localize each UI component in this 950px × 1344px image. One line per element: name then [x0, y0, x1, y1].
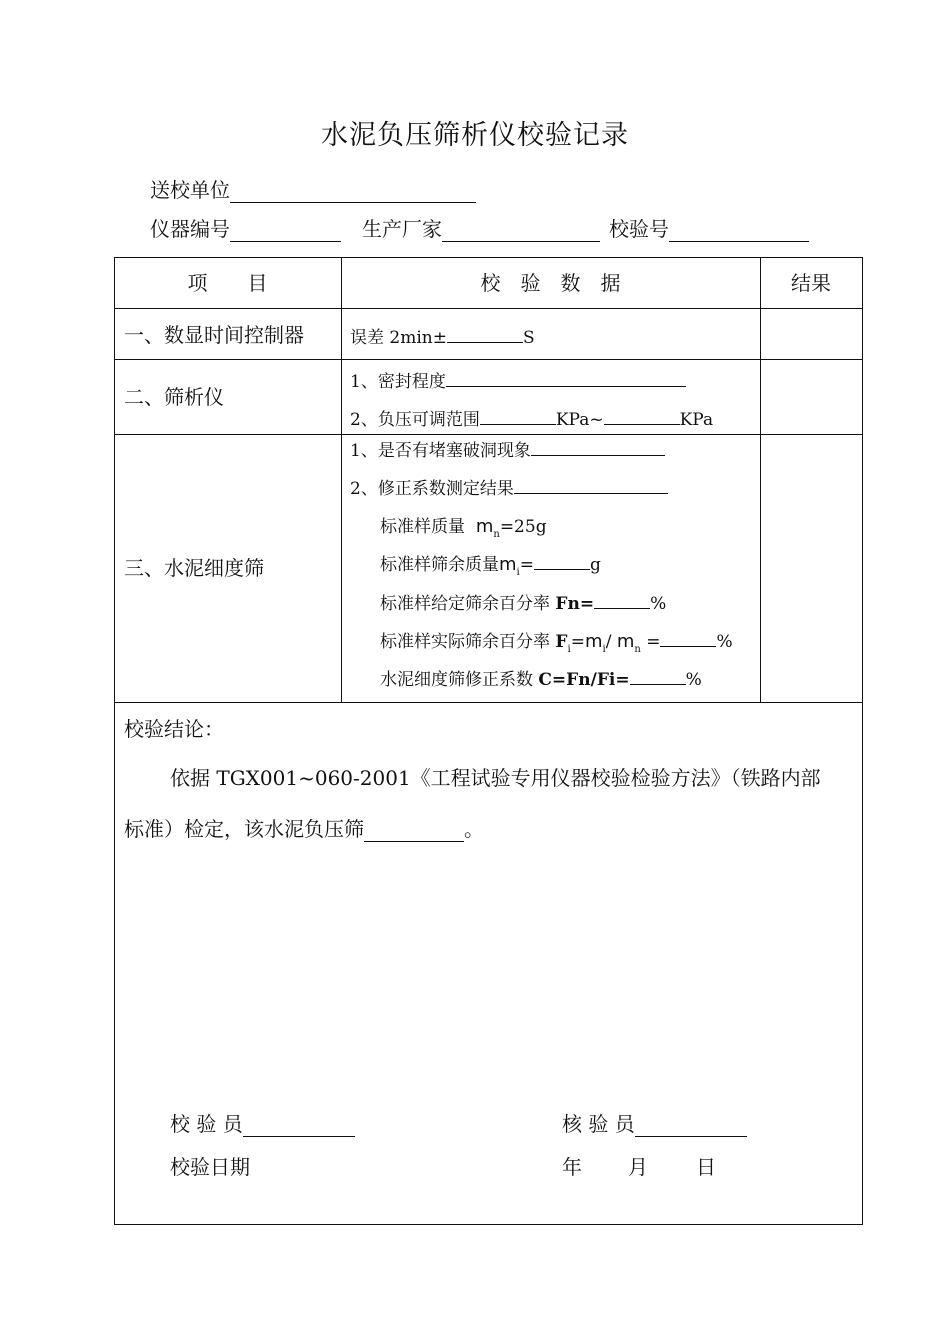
actual-pct-label: 标准样实际筛余百分率: [380, 632, 550, 652]
row2-line2: [350, 405, 713, 430]
cert-no-field: [609, 213, 809, 242]
correction-label: 2、修正系数测定结果: [350, 479, 514, 499]
row3-line4: [380, 550, 601, 578]
given-pct-blank[interactable]: [594, 592, 650, 609]
cert-no-blank[interactable]: [669, 221, 809, 242]
table-row-divider: [114, 702, 863, 703]
page-title: 水泥负压筛析仪校验记录: [321, 120, 629, 151]
table-border-top: [114, 257, 863, 258]
table-row-divider: [114, 434, 863, 435]
table-col-divider: [341, 257, 342, 703]
unit-pct: %: [650, 594, 667, 614]
date-label: 校验日期: [170, 1155, 250, 1179]
pressure-unit-to: KPa: [679, 410, 714, 430]
row3-line2: [350, 474, 668, 499]
conclusion-label: 校验结论：: [124, 717, 224, 741]
checker-blank[interactable]: [635, 1116, 747, 1137]
inspector-field: [170, 1108, 355, 1137]
conclusion-blank[interactable]: [364, 821, 464, 842]
year-label: 年: [562, 1155, 582, 1179]
equals-sign: =: [570, 632, 585, 652]
m-subscript: n: [634, 644, 641, 655]
row3-item: 三、水泥细度筛: [124, 556, 264, 580]
row1-data: [350, 323, 535, 348]
blockage-blank[interactable]: [531, 439, 665, 456]
col-header-item: 项 目: [187, 271, 268, 295]
correction-blank[interactable]: [514, 477, 668, 494]
inspector-blank[interactable]: [243, 1116, 355, 1137]
sender-blank[interactable]: [230, 182, 476, 203]
manufacturer-blank[interactable]: [442, 221, 600, 242]
instrument-no-field: [150, 213, 341, 242]
residue-mass-label: 标准样筛余质量: [380, 555, 499, 575]
row1-suffix: S: [522, 328, 535, 348]
c-formula: C=Fn/Fi=: [538, 670, 630, 690]
table-border-right: [862, 257, 863, 1225]
seal-blank[interactable]: [446, 370, 686, 387]
table-row-divider: [114, 308, 863, 309]
conclusion-para2-text: 标准）检定，该水泥负压筛: [124, 817, 364, 841]
day-label: 日: [696, 1155, 716, 1179]
f-symbol: F: [555, 632, 568, 652]
instrument-no-label: 仪器编号: [150, 217, 230, 241]
manufacturer-label: 生产厂家: [362, 217, 442, 241]
instrument-no-blank[interactable]: [230, 221, 341, 242]
fn-formula: Fn=: [555, 594, 595, 614]
actual-pct-blank[interactable]: [660, 630, 716, 647]
row3-line1: [350, 436, 665, 461]
row1-result[interactable]: [770, 319, 850, 349]
m-symbol: m: [475, 516, 494, 537]
m-symbol: m: [584, 631, 603, 652]
table-border-left: [114, 257, 115, 1225]
row2-item: 二、筛析仪: [124, 385, 224, 409]
row3-line5: [380, 589, 666, 614]
sender-field: [150, 174, 476, 203]
row2-line1: [350, 367, 686, 392]
m-symbol: m: [499, 554, 517, 575]
row3-line3: [380, 512, 547, 540]
table-border-bottom: [114, 1224, 863, 1225]
inspector-label: 校 验 员: [170, 1112, 243, 1136]
row3-result[interactable]: [770, 445, 850, 690]
table-row-divider: [114, 359, 863, 360]
unit-g: g: [590, 555, 601, 575]
given-pct-label: 标准样给定筛余百分率: [380, 594, 550, 614]
equals-sign: =: [646, 632, 661, 652]
pressure-min-blank[interactable]: [480, 408, 556, 425]
manufacturer-field: [362, 213, 600, 242]
row1-item: 一、数显时间控制器: [124, 323, 304, 347]
col-header-result: 结果: [791, 271, 831, 295]
coef-label: 水泥细度筛修正系数: [380, 670, 533, 690]
cert-no-label: 校验号: [609, 217, 669, 241]
slash: /: [605, 632, 612, 652]
table-col-divider: [760, 257, 761, 703]
pressure-max-blank[interactable]: [604, 408, 680, 425]
row3-line6: [380, 627, 733, 655]
row1-error-blank[interactable]: [447, 326, 523, 343]
unit-pct: %: [685, 670, 702, 690]
m-subscript: i: [516, 567, 520, 578]
checker-label: 核 验 员: [562, 1112, 635, 1136]
coef-blank[interactable]: [630, 668, 686, 685]
row3-line7: [380, 665, 702, 690]
std-mass-value: =25g: [499, 517, 547, 537]
m-subscript: i: [602, 644, 606, 655]
f-subscript: i: [567, 644, 571, 655]
conclusion-period: 。: [464, 817, 484, 841]
conclusion-para2: [124, 813, 484, 842]
pressure-range-label: 2、负压可调范围: [350, 410, 480, 430]
residue-mass-blank[interactable]: [534, 553, 590, 570]
checker-field: [562, 1108, 747, 1137]
m-symbol: m: [616, 631, 635, 652]
seal-label: 1、密封程度: [350, 372, 446, 392]
equals-sign: =: [519, 555, 534, 575]
m-subscript: n: [493, 529, 500, 540]
col-header-data: 校 验 数 据: [480, 271, 621, 295]
conclusion-para1: 依据 TGX001~060-2001《工程试验专用仪器校验检验方法》（铁路内部: [170, 766, 821, 790]
sender-label: 送校单位: [150, 178, 230, 202]
std-mass-label: 标准样质量: [380, 517, 465, 537]
unit-pct: %: [716, 632, 733, 652]
row2-result[interactable]: [770, 370, 850, 420]
row1-prefix: 误差 2min±: [350, 328, 447, 348]
blockage-label: 1、是否有堵塞破洞现象: [350, 441, 531, 461]
month-label: 月: [628, 1155, 648, 1179]
pressure-unit-from: KPa~: [555, 410, 604, 430]
